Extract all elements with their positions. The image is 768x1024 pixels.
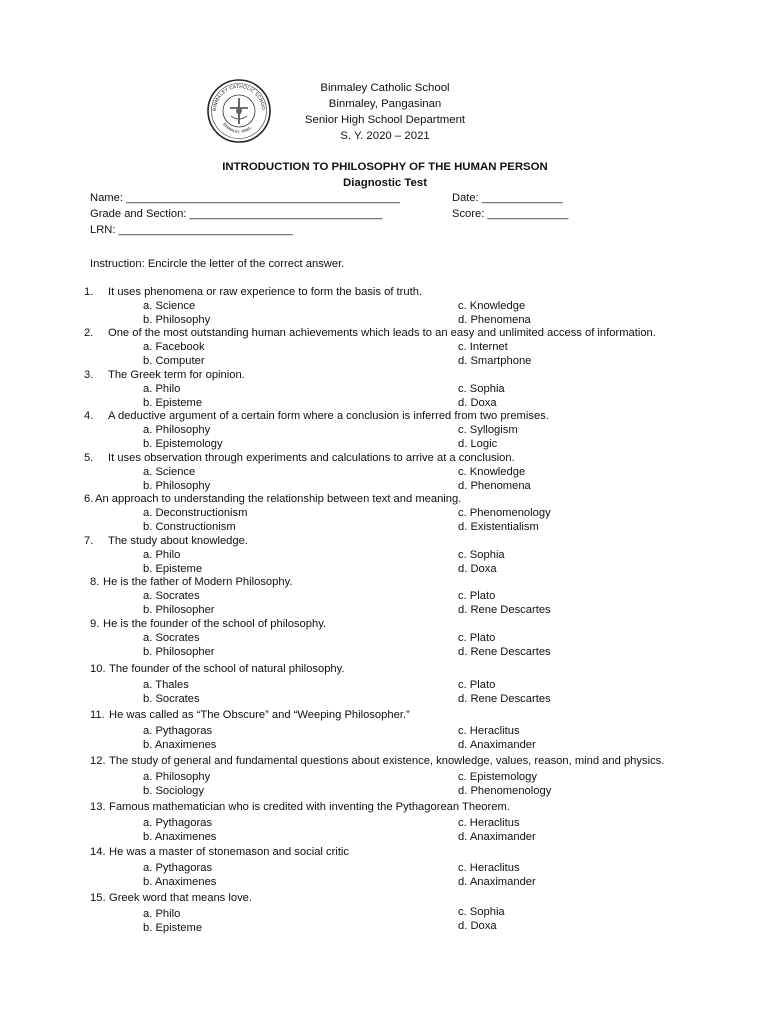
- answer-option-b[interactable]: b. Episteme: [143, 397, 203, 409]
- answer-option-c[interactable]: c. Sophia: [458, 549, 505, 561]
- question-number: 10.: [90, 663, 106, 675]
- question-number: 15.: [90, 892, 106, 904]
- answer-option-b[interactable]: b. Episteme: [143, 563, 203, 575]
- question-number: 7.: [84, 535, 94, 547]
- question-text: He is the father of Modern Philosophy.: [103, 576, 293, 588]
- question-number: 9.: [90, 618, 100, 630]
- answer-option-c[interactable]: c. Knowledge: [458, 466, 526, 478]
- answer-option-a[interactable]: a. Pythagoras: [143, 725, 213, 737]
- answer-option-c[interactable]: c. Heraclitus: [458, 862, 520, 874]
- question-text: A deductive argument of a certain form where a conclusion is inferred from two premises.: [108, 410, 549, 422]
- answer-option-d[interactable]: d. Logic: [458, 438, 498, 450]
- answer-option-a[interactable]: a. Pythagoras: [143, 862, 213, 874]
- answer-option-d[interactable]: d. Doxa: [458, 563, 497, 575]
- question-number: 4.: [84, 410, 94, 422]
- test-title: INTRODUCTION TO PHILOSOPHY OF THE HUMAN PERSON: [222, 161, 548, 173]
- question-text: The study about knowledge.: [108, 535, 248, 547]
- answer-option-b[interactable]: b. Philosophy: [143, 314, 211, 326]
- svg-text:BINMALEY, PANG.: BINMALEY, PANG.: [222, 121, 253, 135]
- answer-option-a[interactable]: a. Philosophy: [143, 771, 211, 783]
- question-text: The founder of the school of natural philosophy.: [109, 663, 345, 675]
- answer-option-d[interactable]: d. Phenomenology: [458, 785, 552, 797]
- answer-option-c[interactable]: c. Knowledge: [458, 300, 526, 312]
- answer-option-b[interactable]: b. Constructionism: [143, 521, 236, 533]
- instruction-text: Instruction: Encircle the letter of the correct answer.: [90, 258, 345, 270]
- answer-option-c[interactable]: c. Syllogism: [458, 424, 518, 436]
- answer-option-d[interactable]: d. Smartphone: [458, 355, 532, 367]
- question-text: An approach to understanding the relationship between text and meaning.: [95, 493, 462, 505]
- question-number: 8.: [90, 576, 100, 588]
- svg-text:BINMALEY CATHOLIC SCHOOL INC.: BINMALEY CATHOLIC SCHOO: [212, 84, 266, 112]
- question-text: He is the founder of the school of philosophy.: [103, 618, 327, 630]
- question-number: 13.: [90, 801, 106, 813]
- answer-option-a[interactable]: a. Science: [143, 466, 196, 478]
- score-field[interactable]: Score: _____________: [452, 208, 569, 220]
- question-text: Famous mathematician who is credited with inventing the Pythagorean Theorem.: [109, 801, 510, 813]
- answer-option-c[interactable]: c. Plato: [458, 679, 496, 691]
- answer-option-d[interactable]: d. Anaximander: [458, 831, 536, 843]
- question-number: 2.: [84, 327, 94, 339]
- answer-option-b[interactable]: b. Philosophy: [143, 480, 211, 492]
- answer-option-c[interactable]: c. Sophia: [458, 906, 505, 918]
- answer-option-d[interactable]: d. Phenomena: [458, 314, 531, 326]
- answer-option-a[interactable]: a. Philo: [143, 549, 181, 561]
- answer-option-a[interactable]: a. Facebook: [143, 341, 205, 353]
- answer-option-d[interactable]: d. Phenomena: [458, 480, 531, 492]
- answer-option-c[interactable]: c. Plato: [458, 632, 496, 644]
- answer-option-b[interactable]: b. Episteme: [143, 922, 203, 934]
- school-header: [240, 80, 530, 144]
- answer-option-d[interactable]: d. Doxa: [458, 397, 497, 409]
- question-text: The study of general and fundamental questions about existence, knowledge, values, reason, mind and physics.: [109, 755, 665, 767]
- answer-option-a[interactable]: a. Pythagoras: [143, 817, 213, 829]
- question-text: It uses phenomena or raw experience to form the basis of truth.: [108, 286, 423, 298]
- question-text: He was a master of stonemason and social critic: [109, 846, 350, 858]
- question-text: Greek word that means love.: [109, 892, 253, 904]
- grade-section-field[interactable]: Grade and Section: _______________________________: [90, 208, 383, 220]
- answer-option-c[interactable]: c. Phenomenology: [458, 507, 551, 519]
- school-location: Binmaley, Pangasinan: [328, 98, 442, 110]
- answer-option-b[interactable]: b. Computer: [143, 355, 205, 367]
- answer-option-c[interactable]: c. Plato: [458, 590, 496, 602]
- question-number: 1.: [84, 286, 94, 298]
- question-text: He was called as “The Obscure” and “Weeping Philosopher.”: [109, 709, 410, 721]
- question-text: The Greek term for opinion.: [108, 369, 245, 381]
- answer-option-b[interactable]: b. Socrates: [143, 693, 200, 705]
- question-number: 6.: [84, 493, 94, 505]
- answer-option-a[interactable]: a. Socrates: [143, 590, 200, 602]
- question-number: 12.: [90, 755, 106, 767]
- answer-option-d[interactable]: d. Doxa: [458, 920, 497, 932]
- answer-option-d[interactable]: d. Existentialism: [458, 521, 539, 533]
- answer-option-d[interactable]: d. Rene Descartes: [458, 604, 551, 616]
- answer-option-b[interactable]: b. Anaximenes: [143, 876, 217, 888]
- answer-option-c[interactable]: c. Epistemology: [458, 771, 537, 783]
- answer-option-c[interactable]: c. Heraclitus: [458, 817, 520, 829]
- answer-option-b[interactable]: b. Philosopher: [143, 604, 215, 616]
- answer-option-a[interactable]: a. Thales: [143, 679, 189, 691]
- answer-option-d[interactable]: d. Rene Descartes: [458, 693, 551, 705]
- answer-option-c[interactable]: c. Internet: [458, 341, 508, 353]
- school-name: Binmaley Catholic School: [320, 82, 450, 94]
- answer-option-c[interactable]: c. Heraclitus: [458, 725, 520, 737]
- date-field[interactable]: Date: _____________: [452, 192, 563, 204]
- test-subtitle: Diagnostic Test: [343, 177, 427, 189]
- answer-option-d[interactable]: d. Rene Descartes: [458, 646, 551, 658]
- question-number: 3.: [84, 369, 94, 381]
- answer-option-b[interactable]: b. Sociology: [143, 785, 204, 797]
- answer-option-a[interactable]: a. Philo: [143, 908, 181, 920]
- department-name: Senior High School Department: [304, 114, 466, 126]
- name-field[interactable]: Name: ____________________________________________: [90, 192, 400, 204]
- answer-option-a[interactable]: a. Socrates: [143, 632, 200, 644]
- question-number: 5.: [84, 452, 94, 464]
- question-number: 11.: [90, 709, 105, 721]
- answer-option-b[interactable]: b. Philosopher: [143, 646, 215, 658]
- question-text: It uses observation through experiments and calculations to arrive at a conclusion.: [108, 452, 515, 464]
- answer-option-d[interactable]: d. Anaximander: [458, 739, 536, 751]
- answer-option-d[interactable]: d. Anaximander: [458, 876, 536, 888]
- question-text: One of the most outstanding human achievements which leads to an easy and unlimited access of information.: [108, 327, 656, 339]
- answer-option-a[interactable]: a. Science: [143, 300, 196, 312]
- answer-option-a[interactable]: a. Deconstructionism: [143, 507, 248, 519]
- school-year: S. Y. 2020 – 2021: [340, 130, 430, 142]
- answer-option-a[interactable]: a. Philo: [143, 383, 181, 395]
- lrn-field[interactable]: LRN: ____________________________: [90, 224, 293, 236]
- answer-option-c[interactable]: c. Sophia: [458, 383, 505, 395]
- answer-option-b[interactable]: b. Anaximenes: [143, 831, 217, 843]
- answer-option-b[interactable]: b. Epistemology: [143, 438, 223, 450]
- answer-option-b[interactable]: b. Anaximenes: [143, 739, 217, 751]
- question-number: 14.: [90, 846, 106, 858]
- answer-option-a[interactable]: a. Philosophy: [143, 424, 211, 436]
